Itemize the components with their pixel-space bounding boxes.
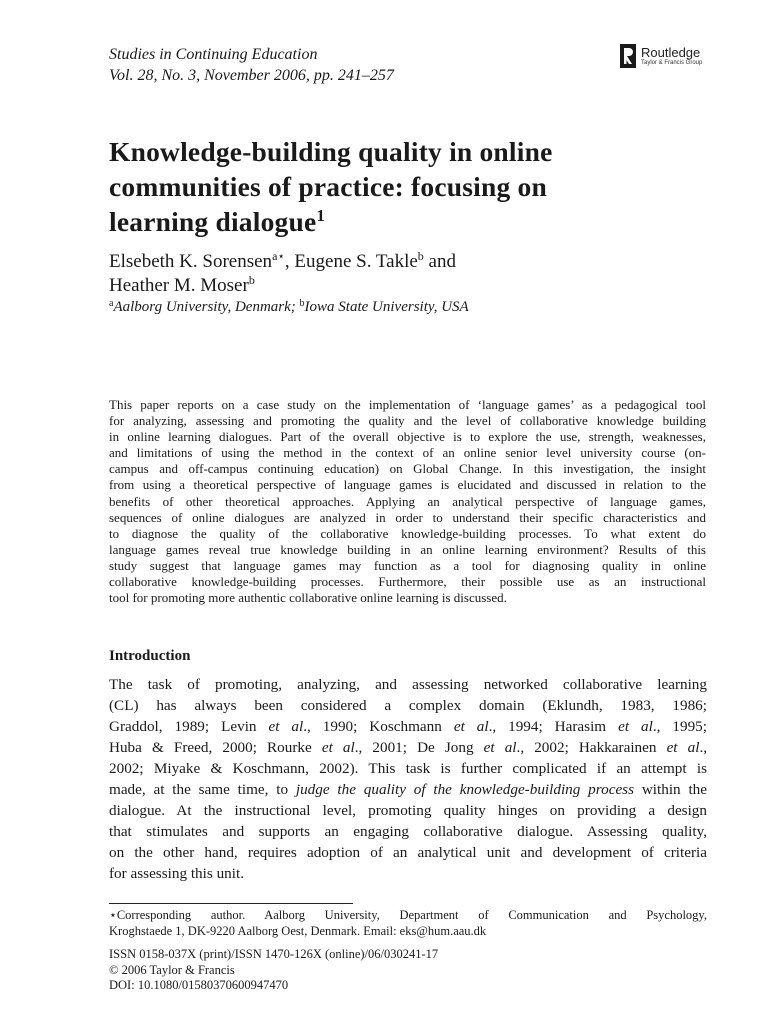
title-line: communities of practice: focusing on — [109, 171, 547, 202]
text-line: This paper reports on a case study on the implementation of ‘language games’ as a pedagogical tool — [109, 397, 706, 412]
author-line — [109, 274, 456, 298]
text-run: ., 2001; De Jong — [354, 739, 484, 756]
text-line: to diagnose the quality of the collaborative knowledge-building processes. To what extent do — [109, 525, 706, 541]
text-run: Iowa State University, USA — [304, 299, 469, 315]
italic-text: et al — [321, 739, 355, 756]
section-heading: Introduction — [109, 648, 191, 664]
italic-text: et al — [453, 718, 489, 735]
text-run: ., 2002; Hakkarainen — [516, 739, 667, 756]
text-run: Huba & Freed, 2000; Rourke — [109, 739, 322, 756]
superscript: b — [299, 298, 305, 309]
superscript: b — [248, 273, 255, 287]
italic-text: et al — [618, 718, 653, 735]
text-line: campus and off-campus continuing education) on Global Change. In this investigation, the insight — [109, 461, 706, 477]
text-line: benefits of other theoretical approaches. Applying an analytical perspective of language games, — [109, 493, 706, 509]
text-run: , Eugene S. Takle — [284, 251, 418, 272]
text-line: tool for promoting more authentic collaborative online learning is discussed. — [109, 590, 507, 606]
journal-header — [109, 44, 394, 86]
author-list — [109, 250, 456, 298]
paragraph-line — [109, 842, 707, 863]
text-line: language games reveal true knowledge building in an online learning environment? Results of this — [109, 541, 706, 557]
text-run: that stimulates and supports an engaging collaborative dialogue. Assessing quality, — [109, 823, 707, 840]
title-line: Knowledge-building quality in online — [109, 136, 553, 167]
journal-issue: Vol. 28, No. 3, November 2006, pp. 241–257 — [109, 67, 394, 84]
text-run: (CL) has always been considered a complex domain (Eklundh, 1983, 1986; — [109, 697, 707, 714]
article-title — [109, 134, 669, 239]
doi: DOI: 10.1080/01580370600947470 — [109, 978, 289, 993]
text-run: Aalborg University, Denmark; — [113, 299, 300, 315]
superscript: b — [417, 249, 424, 263]
paragraph-line — [109, 863, 707, 884]
issn: ISSN 0158-037X (print)/ISSN 1470-126X (online)/06/030241-17 — [109, 947, 439, 961]
text-run: for assessing this unit. — [109, 865, 244, 882]
paragraph-line — [109, 758, 707, 779]
text-run: ., 1990; Koschmann — [303, 718, 454, 735]
italic-text: judge the quality of the knowledge-building process — [295, 781, 635, 798]
paragraph-line — [109, 674, 707, 695]
superscript: a — [109, 298, 114, 309]
paragraph-line — [109, 716, 707, 737]
text-run: ., 1994; Harasim — [488, 718, 619, 735]
footnote-divider — [109, 903, 353, 904]
copyright: © 2006 Taylor & Francis — [109, 962, 235, 977]
text-run: The task of promoting, analyzing, and assessing networked collaborative learning — [109, 676, 707, 693]
text-run: Graddol, 1989; Levin — [109, 718, 269, 735]
text-run: and — [423, 251, 456, 272]
journal-name: Studies in Continuing Education — [109, 46, 318, 63]
text-run: made, at the same time, to — [109, 781, 296, 798]
abstract — [109, 397, 706, 606]
title-line — [109, 204, 669, 239]
text-run: on the other hand, requires adoption of an analytical unit and development of criteria — [109, 844, 707, 861]
text-line: and limitations of using the method in the context of an online senior level university course (on- — [109, 445, 706, 461]
text-run: ., — [699, 739, 708, 756]
text-line: sequences of online dialogues are analyzed in order to understand their specific characteristics and — [109, 509, 706, 525]
text-line: study suggest that language games may function as a tool for diagnosing quality in online — [109, 557, 706, 573]
italic-text: et al — [666, 739, 700, 756]
routledge-logo-icon — [620, 44, 636, 68]
text-run: ., 1995; — [652, 718, 707, 735]
text-line: ⋆Corresponding author. Aalborg University, Department of Communication and Psychology, — [109, 908, 707, 922]
text-line: from using a theoretical perspective of language games is elucidated and discussed in relation to the — [109, 477, 706, 493]
footnote — [109, 908, 707, 939]
introduction-body — [109, 674, 707, 884]
italic-text: et al — [268, 718, 304, 735]
italic-text: et al — [483, 739, 517, 756]
paragraph-line — [109, 737, 707, 758]
publisher-group: Taylor & Francis Group — [641, 60, 703, 66]
publisher-name: Routledge — [641, 45, 701, 60]
publication-info — [109, 947, 438, 994]
affiliations — [109, 297, 469, 317]
paragraph-line — [109, 779, 707, 800]
text-run: Elsebeth K. Sorensen — [109, 251, 273, 272]
text-run: within the — [634, 781, 707, 798]
text-line: for analyzing, assessing and promoting the quality and the level of collaborative knowledge building — [109, 413, 706, 429]
title-footnote-mark: 1 — [316, 206, 326, 225]
text-line: in online learning dialogues. Part of the overall objective is to explore the use, strength, weaknesses, — [109, 429, 706, 445]
author-line — [109, 250, 456, 274]
text-line: collaborative knowledge-building processes. Furthermore, their possible use as an instructional — [109, 574, 706, 590]
text-run: Heather M. Moser — [109, 275, 249, 296]
paragraph-line — [109, 695, 707, 716]
text-run: dialogue. At the instructional level, promoting quality hinges on providing a design — [109, 802, 707, 819]
paragraph-line — [109, 821, 707, 842]
title-line-text: learning dialogue — [109, 206, 317, 237]
paragraph-line — [109, 800, 707, 821]
text-run: 2002; Miyake & Koschmann, 2002). This task is further complicated if an attempt is — [109, 760, 707, 777]
superscript: a⋆ — [272, 249, 285, 263]
text-line: Kroghstaede 1, DK-9220 Aalborg Oest, Denmark. Email: eks@hum.aau.dk — [109, 923, 487, 938]
